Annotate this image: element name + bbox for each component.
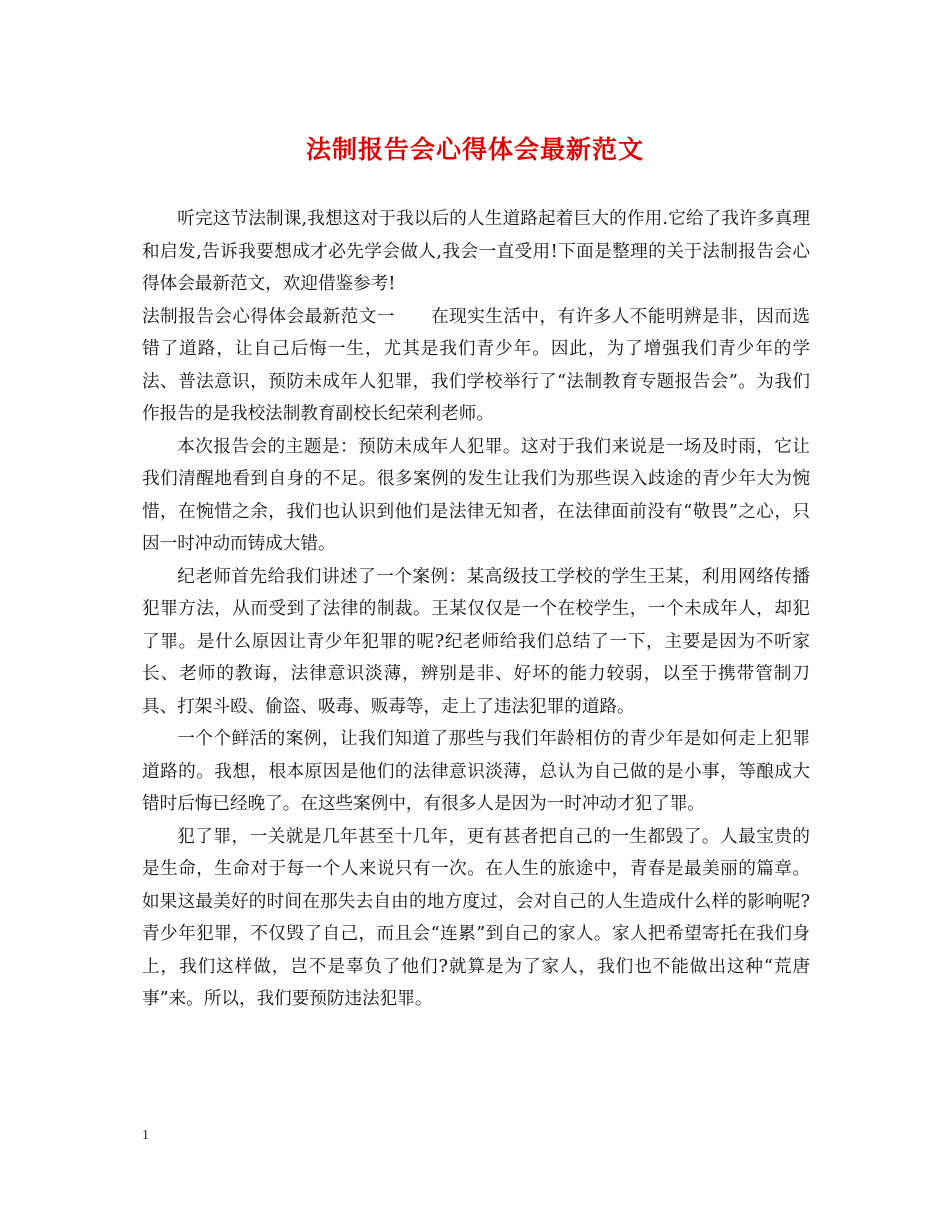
page-number: 1	[142, 1128, 149, 1143]
paragraph-section-one: 法制报告会心得体会最新范文一 在现实生活中，有许多人不能明辨是非，因而选错了道路，让自己后悔一生，尤其是我们青少年。因此，为了增强我们青少年的学法、普法意识，预防未成年人犯罪，我们学校举行了“法制教育专题报告会”。为我们作报告的是我校法制教育副校长纪荣利老师。	[142, 306, 810, 424]
document-body	[142, 203, 810, 1016]
paragraph-theme: 本次报告会的主题是：预防未成年人犯罪。这对于我们来说是一场及时雨，它让我们清醒地看到自身的不足。很多案例的发生让我们为那些误入歧途的青少年大为惋惜，在惋惜之余，我们也认识到他们是法律无知者，在法律面前没有“敬畏”之心，只因一时冲动而铸成大错。	[142, 436, 810, 554]
paragraph-conclusion: 犯了罪，一关就是几年甚至十几年，更有甚者把自己的一生都毁了。人最宝贵的是生命，生命对于每一个人来说只有一次。在人生的旅途中，青春是最美丽的篇章。如果这最美好的时间在那失去自由的地方度过，会对自己的人生造成什么样的影响呢?青少年犯罪，不仅毁了自己，而且会“连累”到自己的家人。家人把希望寄托在我们身上，我们这样做，岂不是辜负了他们?就算是为了家人，我们也不能做出这种“荒唐事”来。所以，我们要预防违法犯罪。	[142, 826, 810, 1009]
document-title: 法制报告会心得体会最新范文	[305, 135, 644, 164]
paragraph-case: 纪老师首先给我们讲述了一个案例：某高级技工学校的学生王某，利用网络传播犯罪方法，从而受到了法律的制裁。王某仅仅是一个在校学生，一个未成年人，却犯了罪。是什么原因让青少年犯罪的呢?纪老师给我们总结了一下，主要是因为不听家长、老师的教诲，法律意识淡薄，辨别是非、好坏的能力较弱，以至于携带管制刀具、打架斗殴、偷盗、吸毒、贩毒等，走上了违法犯罪的道路。	[142, 566, 810, 717]
paragraph-intro: 听完这节法制课,我想这对于我以后的人生道路起着巨大的作用.它给了我许多真理和启发,告诉我要想成才必先学会做人,我会一直受用!下面是整理的关于法制报告会心得体会最新范文，欢迎借鉴参考!	[142, 209, 810, 294]
paragraph-reflection: 一个个鲜活的案例，让我们知道了那些与我们年龄相仿的青少年是如何走上犯罪道路的。我想，根本原因是他们的法律意识淡薄，总认为自己做的是小事，等酿成大错时后悔已经晚了。在这些案例中，有很多人是因为一时冲动才犯了罪。	[142, 729, 810, 814]
